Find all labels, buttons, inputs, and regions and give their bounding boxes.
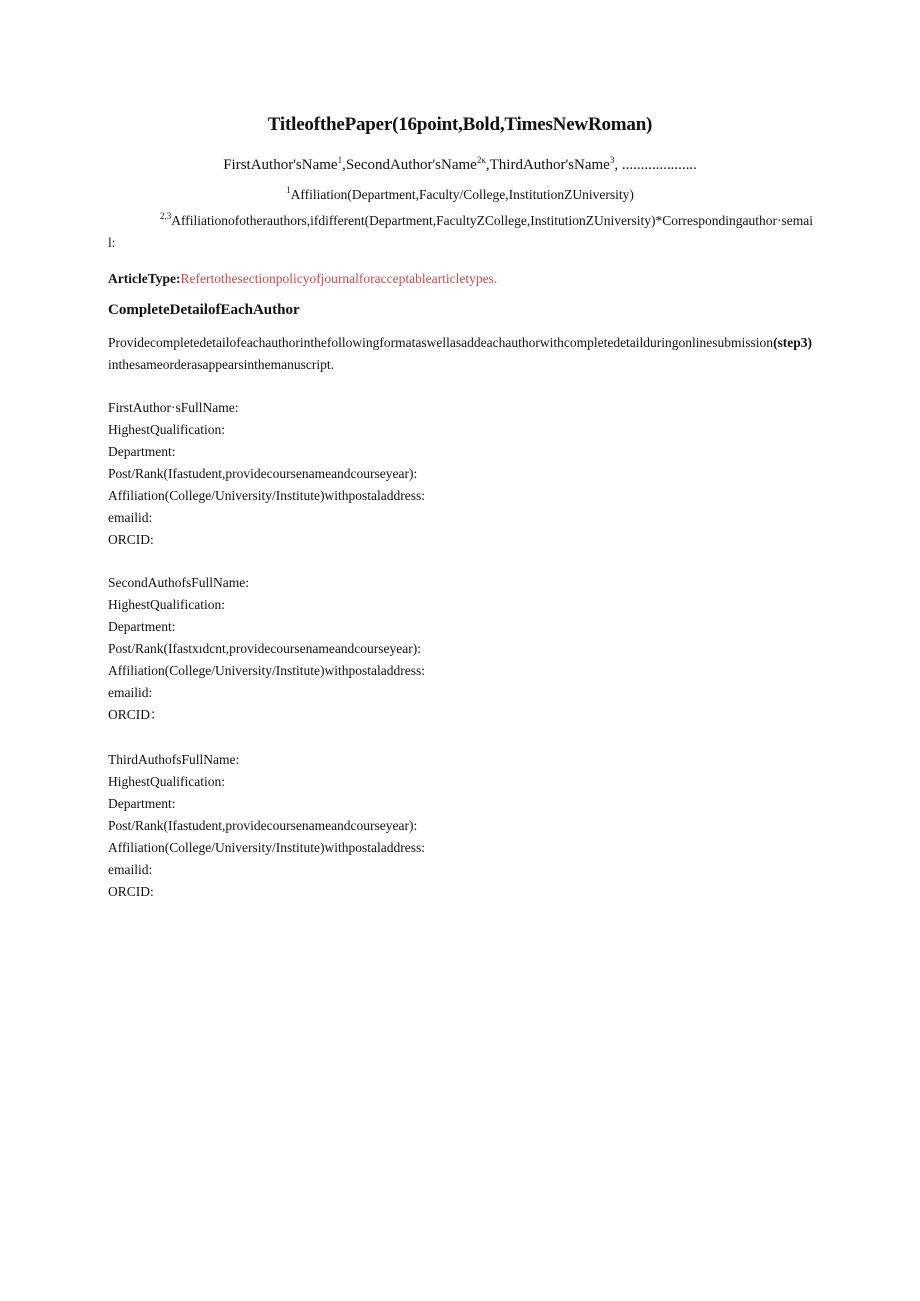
intro-step: (step3) (773, 335, 813, 350)
author-separator: , (485, 157, 490, 173)
third-author-name: ThirdAuthor'sName (489, 157, 610, 173)
affiliation-label: Affiliation(College/University/Institute)withpostaladdress: (108, 488, 425, 503)
post-rank-label: Post/Rank(Ifastudent,providecoursenameandcourseyear): (108, 466, 418, 481)
affiliation-label: Affiliation(College/University/Institute)withpostaladdress: (108, 840, 425, 855)
affiliation-2-text: Affiliationofotherauthors,ifdifferent(Department,FacultyZCollege,InstitutionZUniversity)*Correspondingauthor·semail: (108, 213, 813, 250)
intro-text-1: Providecompletedetailofeachauthorinthefollowingformataswellasaddeachauthorwithcompletedetailduringonlinesubmission (108, 335, 774, 350)
section-heading: CompleteDetailofEachAuthor (108, 302, 300, 318)
author-full-name-label: ThirdAuthofsFullName: (108, 752, 240, 767)
qualification-label: HighestQualification: (108, 422, 225, 437)
first-author-sup: 1 (337, 155, 343, 165)
author-line (0, 155, 920, 174)
author-full-name-label: SecondAuthofsFullName: (108, 575, 249, 590)
first-author-name: FirstAuthor'sName (223, 157, 338, 173)
author-block-1 (108, 397, 708, 551)
department-label: Department: (108, 619, 176, 634)
orcid-label: ORCID： (108, 707, 164, 722)
qualification-label: HighestQualification: (108, 774, 225, 789)
department-label: Department: (108, 796, 176, 811)
post-rank-label: Post/Rank(Ifastxıdcnt,providecoursenameandcourseyear): (108, 641, 422, 656)
affiliation-1 (0, 185, 920, 203)
post-rank-label: Post/Rank(Ifastudent,providecoursenameandcourseyear): (108, 818, 418, 833)
email-label: emailid: (108, 510, 153, 525)
author-separator: , (342, 157, 346, 173)
qualification-label: HighestQualification: (108, 597, 225, 612)
third-author-sup: 3 (609, 155, 615, 165)
affiliation-label: Affiliation(College/University/Institute)withpostaladdress: (108, 663, 425, 678)
orcid-label: ORCID: (108, 884, 154, 899)
second-author-name: SecondAuthor'sName (345, 157, 477, 173)
author-block-3 (108, 749, 708, 903)
department-label: Department: (108, 444, 176, 459)
affiliation-1-sup: 1 (286, 185, 291, 195)
affiliation-2 (108, 205, 813, 254)
article-type (108, 271, 497, 287)
author-full-name-label: FirstAuthor·sFullName: (108, 400, 239, 415)
affiliation-1-text: Affiliation(Department,Faculty/College,InstitutionZUniversity) (290, 187, 634, 202)
paper-title: TitleofthePaper(16point,Bold,TimesNewRoman) (267, 114, 653, 135)
affiliation-2-sup: 2,3 (160, 211, 172, 221)
article-type-label: ArticleType: (108, 271, 181, 286)
author-trail: , .................... (614, 157, 697, 173)
intro-text-2: inthesameorderasappearsinthemanuscript. (108, 357, 335, 372)
second-author-sup: 2κ (476, 155, 486, 165)
intro-paragraph (108, 332, 813, 376)
article-type-value: Refertothesectionpolicyofjournalforacceptablearticletypes. (180, 271, 498, 286)
email-label: emailid: (108, 862, 153, 877)
author-block-2 (108, 572, 708, 726)
email-label: emailid: (108, 685, 153, 700)
orcid-label: ORCID: (108, 532, 154, 547)
